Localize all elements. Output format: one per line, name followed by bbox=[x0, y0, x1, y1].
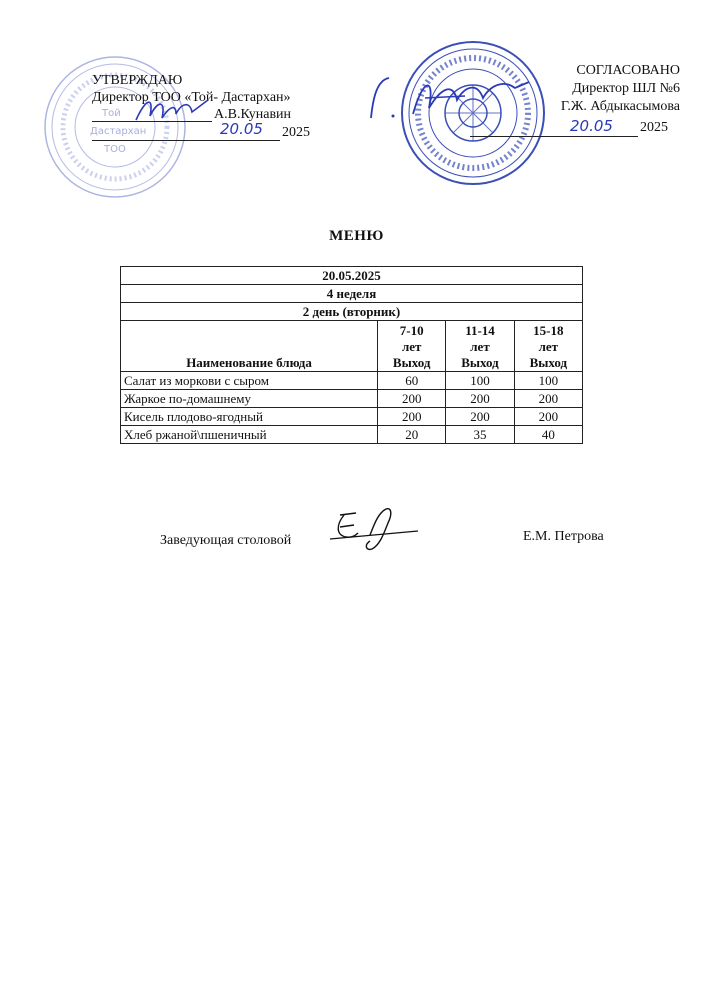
menu-date: 20.05.2025 bbox=[121, 267, 583, 285]
dish-output: 60 bbox=[378, 372, 446, 390]
table-row-date bbox=[121, 267, 583, 285]
footer-name: Е.М. Петрова bbox=[523, 529, 604, 544]
approval-name-row-left bbox=[92, 106, 342, 124]
approval-position-right: Директор ШЛ №6 bbox=[572, 81, 680, 96]
column-header-age-2 bbox=[446, 321, 514, 372]
approval-block-left bbox=[92, 72, 342, 142]
seal-text-1: Той bbox=[102, 108, 121, 119]
age-unit: лет bbox=[538, 339, 559, 354]
approval-date-row-right bbox=[470, 117, 680, 140]
age-range: 15-18 bbox=[533, 323, 564, 338]
document-title: МЕНЮ bbox=[329, 228, 384, 244]
signature-canteen-head bbox=[326, 505, 422, 553]
dish-name: Кисель плодово-ягодный bbox=[121, 408, 378, 426]
signature-director-left bbox=[132, 92, 212, 128]
output-label: Выход bbox=[529, 355, 568, 370]
table-row-day bbox=[121, 303, 583, 321]
age-unit: лет bbox=[401, 339, 422, 354]
approval-date-row-left bbox=[92, 120, 342, 142]
footer-label: Заведующая столовой bbox=[160, 533, 292, 548]
dish-output: 35 bbox=[446, 426, 514, 444]
approval-heading-left: УТВЕРЖДАЮ bbox=[92, 73, 183, 88]
handwritten-date-left: 20.05 bbox=[220, 120, 263, 138]
age-range: 7-10 bbox=[399, 323, 424, 338]
seal-text-2: Дастархан bbox=[90, 126, 147, 137]
table-header-row bbox=[121, 321, 583, 372]
dish-output: 100 bbox=[446, 372, 514, 390]
dish-name: Салат из моркови с сыром bbox=[121, 372, 378, 390]
column-header-dish: Наименование блюда bbox=[121, 321, 378, 372]
table-row bbox=[121, 408, 583, 426]
dish-output: 40 bbox=[514, 426, 582, 444]
dish-name: Жаркое по-домашнему bbox=[121, 390, 378, 408]
column-header-age-3 bbox=[514, 321, 582, 372]
seal-text-3: ТОО bbox=[104, 144, 126, 155]
dish-output: 200 bbox=[514, 390, 582, 408]
menu-table bbox=[120, 266, 583, 444]
approval-name-right: Г.Ж. Абдыкасымова bbox=[560, 99, 680, 114]
age-range: 11-14 bbox=[465, 323, 495, 338]
table-row bbox=[121, 372, 583, 390]
dish-output: 200 bbox=[446, 390, 514, 408]
approval-name-left: А.В.Кунавин bbox=[214, 107, 292, 122]
approval-year-right: 2025 bbox=[640, 120, 668, 135]
column-header-age-1 bbox=[378, 321, 446, 372]
dish-output: 200 bbox=[514, 408, 582, 426]
menu-day: 2 день (вторник) bbox=[121, 303, 583, 321]
approval-position-left: Директор ТОО «Той- Дастархан» bbox=[92, 90, 291, 105]
handwritten-date-right: 20.05 bbox=[570, 117, 613, 135]
output-label: Выход bbox=[461, 355, 499, 370]
approval-year-left: 2025 bbox=[282, 125, 310, 140]
table-row bbox=[121, 426, 583, 444]
age-unit: лет bbox=[470, 339, 490, 354]
menu-week: 4 неделя bbox=[121, 285, 583, 303]
dish-output: 200 bbox=[378, 408, 446, 426]
table-row-week bbox=[121, 285, 583, 303]
signature-director-right bbox=[365, 68, 535, 128]
approval-block-right bbox=[520, 62, 680, 116]
output-label: Выход bbox=[392, 355, 431, 370]
approval-heading-right: СОГЛАСОВАНО bbox=[576, 63, 680, 78]
dish-output: 20 bbox=[378, 426, 446, 444]
dish-output: 200 bbox=[378, 390, 446, 408]
table-row bbox=[121, 390, 583, 408]
dish-output: 100 bbox=[514, 372, 582, 390]
dish-output: 200 bbox=[446, 408, 514, 426]
dish-name: Хлеб ржаной\пшеничный bbox=[121, 426, 378, 444]
